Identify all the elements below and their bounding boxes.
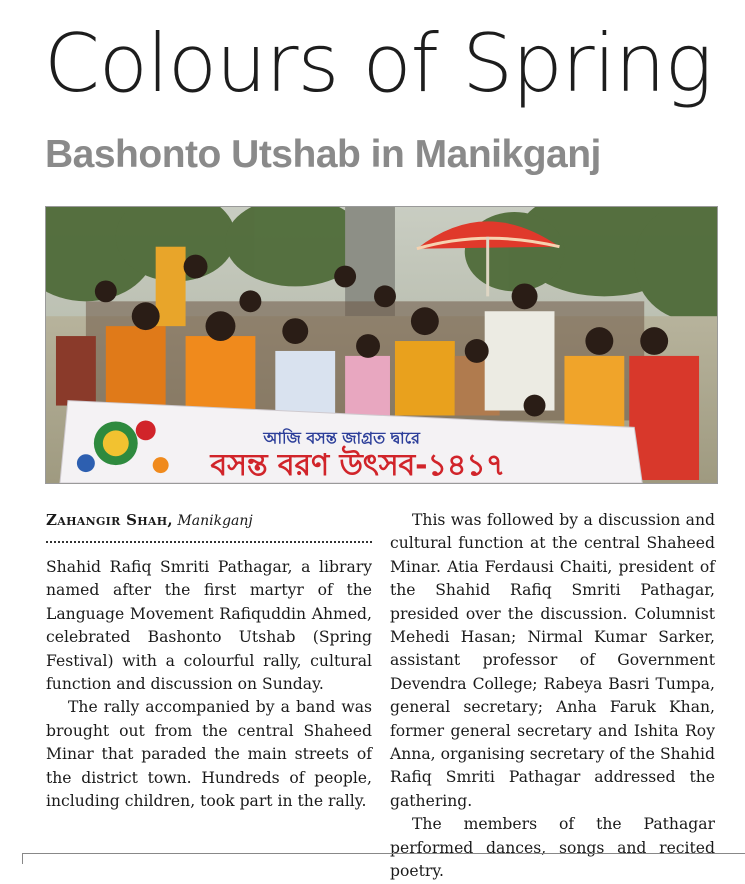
article-headline: Colours of Spring — [44, 17, 712, 110]
article-column-left — [46, 509, 372, 813]
article-column-right — [390, 509, 715, 884]
byline-divider — [46, 533, 372, 543]
byline-author: Zahangir Shah, — [46, 511, 173, 529]
paragraph-2: The rally accompanied by a band was brought out from the central Shaheed Minar that paraded the main streets of the district town. Hundreds of people, including children, took part in the rally. — [46, 698, 372, 811]
paragraph-4: The members of the Pathagar performed dances, songs and recited poetry. — [390, 815, 715, 881]
paragraph-3: This was followed by a discussion and cultural function at the central Shaheed Minar. Atia Ferdausi Chaiti, president of the Shahid Rafiq Smriti Pathagar, presided over the discussion. Columnist Mehedi Hasan; Nirmal Kumar Sarker, assistant professor of Government Devendra College; Rabeya Basri Tumpa, general secretary; Anha Faruk Khan, former general secretary and Ishita Roy Anna, organising secretary of the Shahid Rafiq Smriti Pathagar addressed the gathering. — [390, 511, 715, 810]
article-subheadline: Bashonto Utshab in Manikganj — [45, 133, 601, 176]
byline — [46, 509, 372, 533]
byline-location: Manikganj — [177, 513, 253, 529]
article-photo — [45, 206, 718, 484]
rally-photo-illustration — [46, 207, 717, 483]
bottom-rule — [22, 853, 745, 854]
paragraph-1: Shahid Rafiq Smriti Pathagar, a library named after the first martyr of the Language Movement Rafiquddin Ahmed, celebrated Bashonto Utshab (Spring Festival) with a colourful rally, cultural function and discussion on Sunday. — [46, 558, 372, 694]
bottom-rule-corner — [22, 853, 23, 864]
banner-line-1: আজি বসন্ত জাগ্রত দ্বারে — [263, 428, 420, 448]
banner-line-2: বসন্ত বরণ উৎসব-১৪১৭ — [210, 448, 506, 483]
